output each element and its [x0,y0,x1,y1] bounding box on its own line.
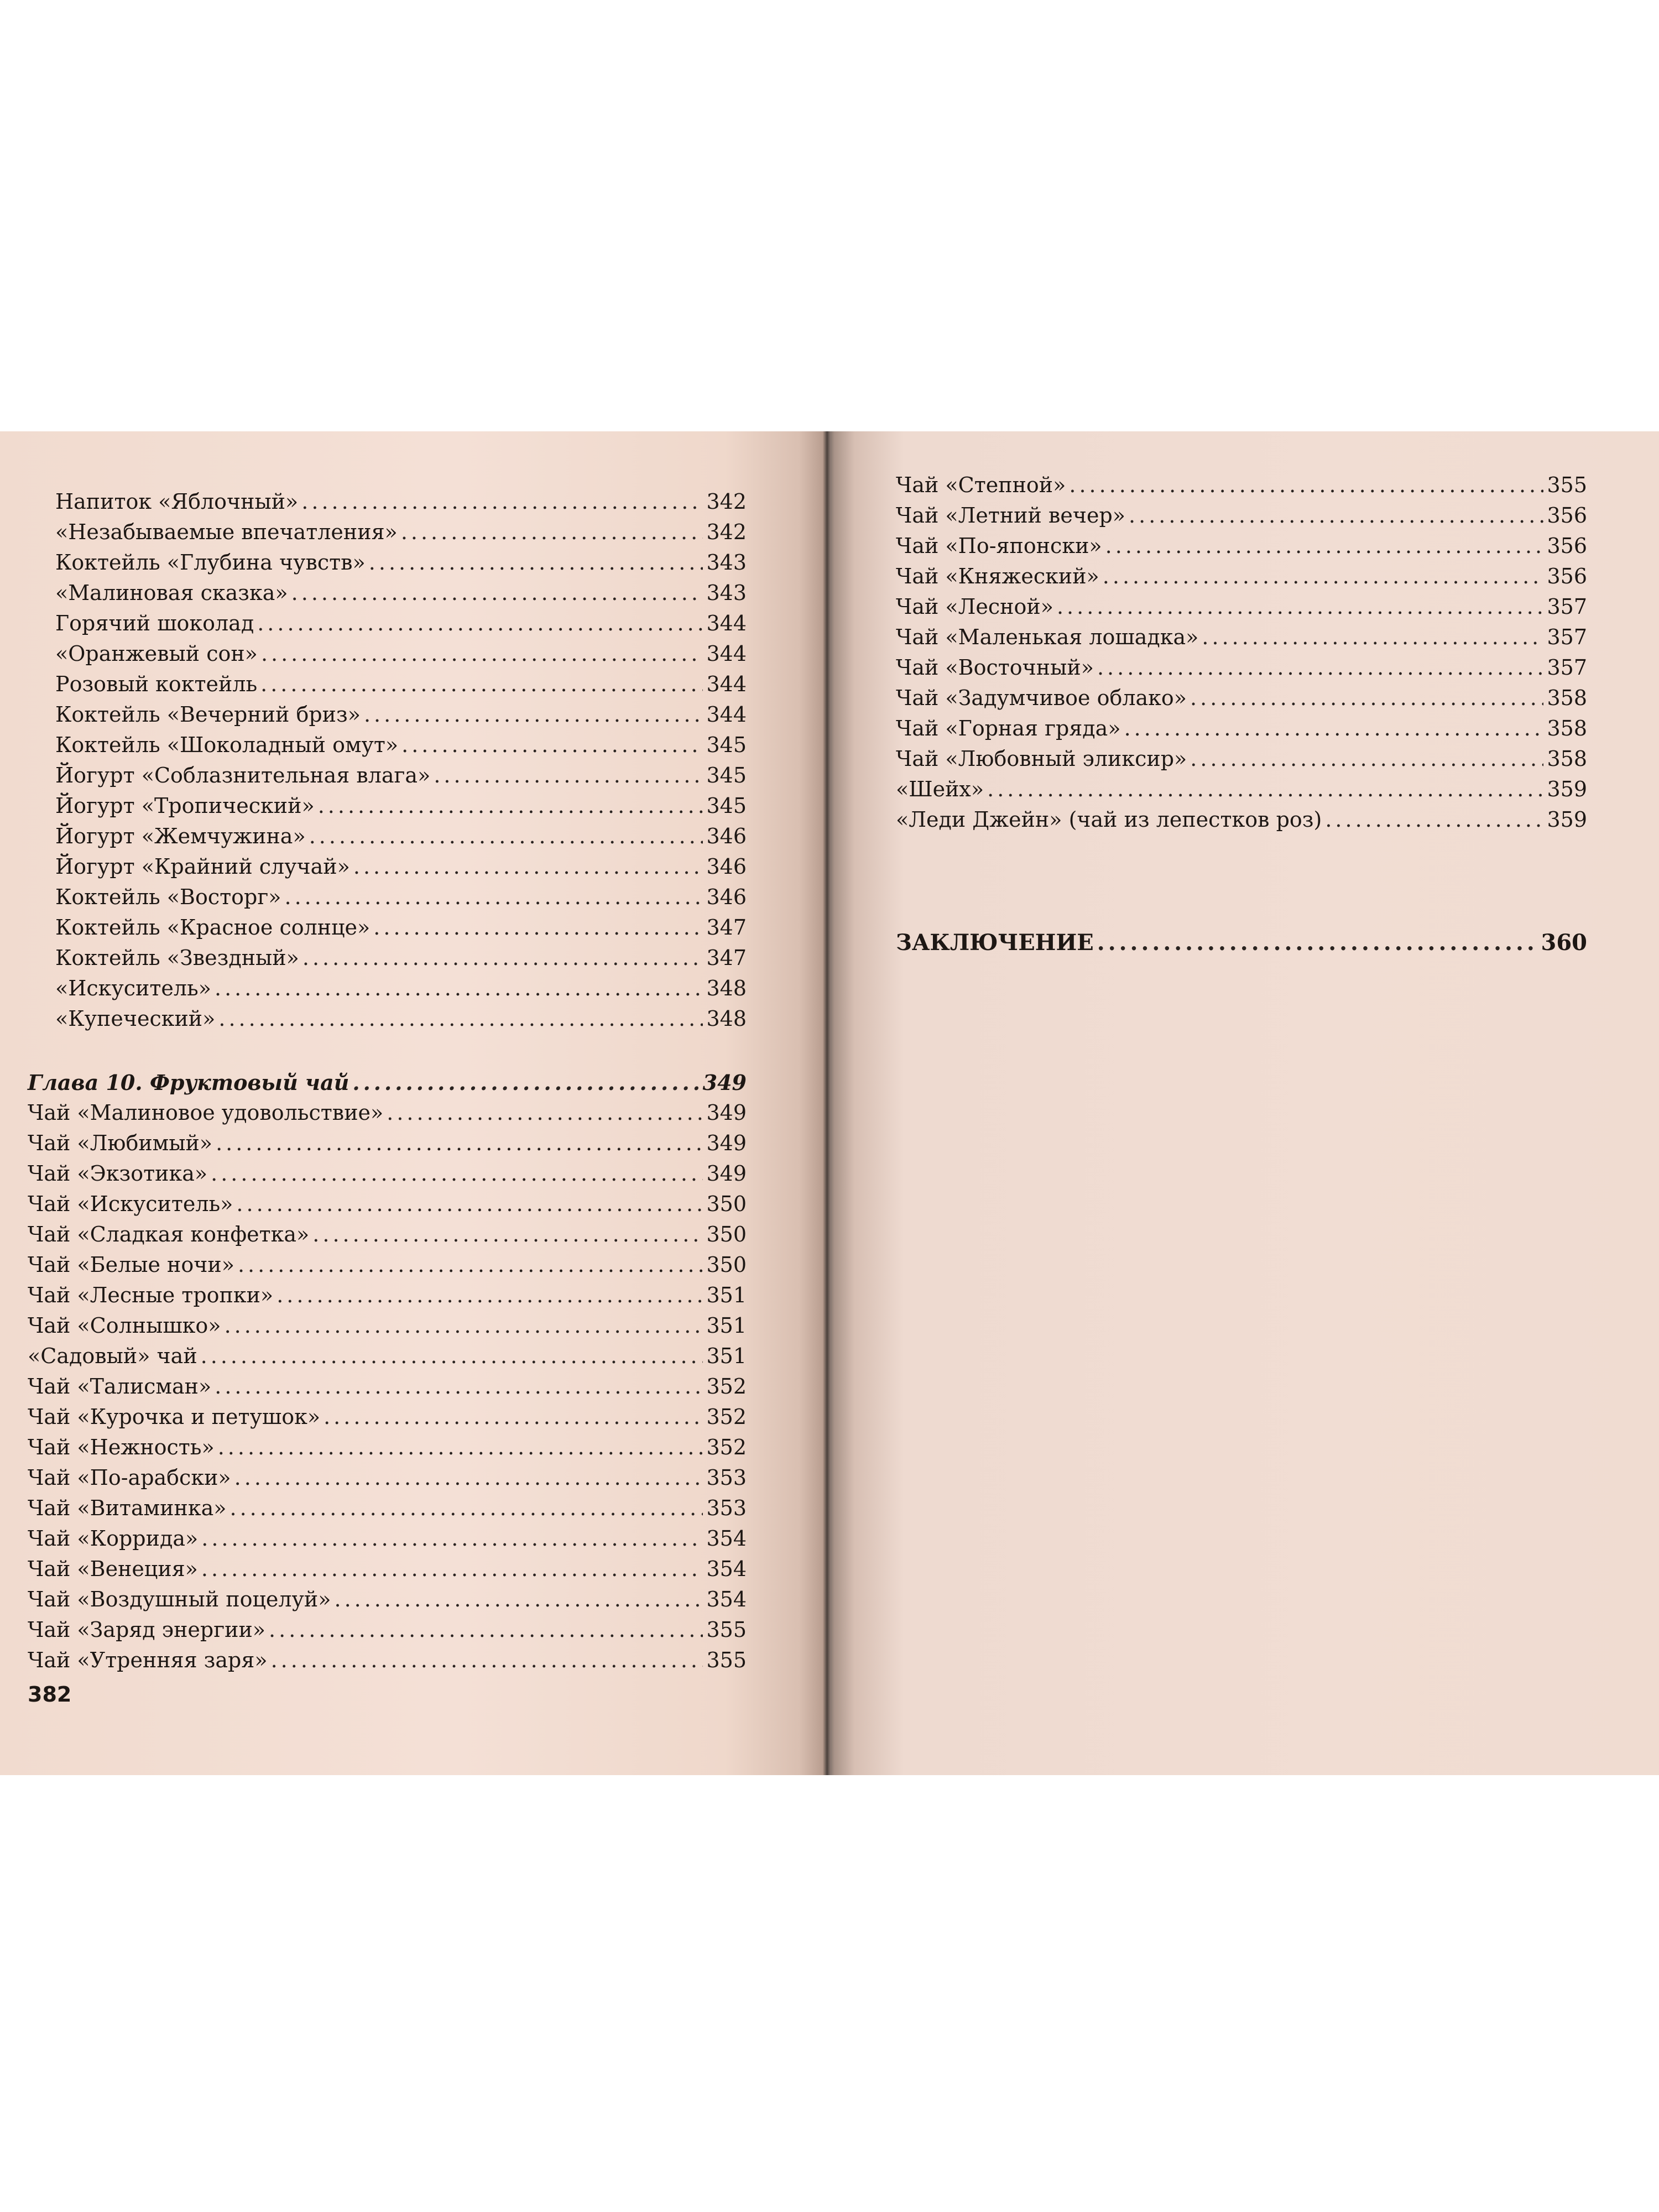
toc-leader-dots [215,973,703,1004]
toc-entry-title: Чай «Заряд энергии» [28,1618,266,1642]
toc-entry [28,1341,747,1371]
toc-entry-page: 352 [706,1374,747,1399]
toc-entry-page: 349 [706,1100,747,1125]
toc-entry-title: Чай «Курочка и петушок» [28,1405,321,1429]
toc-entry-page: 345 [706,733,747,757]
toc-entry-page: 344 [706,641,747,666]
toc-leader-dots [291,578,703,608]
toc-entry-title: Чай «Витаминка» [28,1496,227,1520]
toc-entry [896,713,1587,744]
toc-entry-title: Горячий шоколад [55,611,254,635]
toc-entry [896,774,1587,805]
toc-entry-page: 350 [706,1192,747,1216]
toc-entry-page: 342 [706,489,747,514]
toc-entry [28,1128,747,1159]
toc-entry [55,912,747,943]
toc-leader-dots [387,1098,703,1128]
toc-entry [28,1554,747,1584]
toc-entry-title: Чай «Горная гряда» [896,716,1121,740]
toc-entry-title: Коктейль «Восторг» [55,885,281,909]
toc-entry-title: Коктейль «Вечерний бриз» [55,702,361,727]
toc-chapter-heading [28,1067,747,1098]
toc-entry-page: 356 [1547,534,1587,558]
toc-leader-dots [1105,531,1544,561]
toc-entry [896,805,1587,835]
toc-entry-page: 351 [706,1283,747,1307]
toc-leader-dots [1129,500,1543,531]
toc-entry-page: 347 [706,946,747,970]
toc-entry-title: «Леди Джейн» (чай из лепестков роз) [896,807,1322,832]
toc-leader-dots [369,547,703,578]
toc-leader-dots [401,517,703,547]
toc-entry-page: 355 [706,1648,747,1672]
toc-entry-title: Чай «Сладкая конфетка» [28,1222,310,1246]
toc-entry-title: «Оранжевый сон» [55,641,258,666]
toc-leader-dots [1069,470,1543,500]
toc-entry [55,821,747,852]
toc-entry [55,487,747,517]
toc-conclusion [896,927,1587,958]
toc-entry-title: Коктейль «Красное солнце» [55,915,371,940]
toc-entry-title: Йогурт «Крайний случай» [55,854,350,879]
toc-entry-page: 348 [706,976,747,1000]
toc-leader-dots [373,912,703,943]
toc-entry [55,730,747,760]
toc-leader-dots [309,821,703,852]
toc-entry [28,1524,747,1554]
toc-entry-title: Чай «Искуситель» [28,1192,233,1216]
toc-entry-title: Напиток «Яблочный» [55,489,299,514]
toc-entry-title: Чай «Солнышко» [28,1313,221,1338]
toc-entry [28,1311,747,1341]
toc-leader-dots [1103,561,1544,592]
toc-entry [55,973,747,1004]
toc-entry [55,882,747,912]
toc-entry [28,1615,747,1645]
toc-entry-title: Чай «По-японски» [896,534,1102,558]
toc-entry-page: 357 [1547,655,1587,680]
toc-entry-page: 357 [1547,625,1587,649]
toc-entry-page: 347 [706,915,747,940]
toc-chapter-10 [28,1067,747,1676]
toc-entry [55,700,747,730]
toc-entry [28,1159,747,1189]
toc-entry-page: 359 [1547,807,1587,832]
toc-leader-dots [234,1463,703,1493]
toc-entry-page: 350 [706,1222,747,1246]
toc-leader-dots [1097,653,1544,683]
toc-entry-page: 354 [706,1557,747,1581]
toc-entry-page: 359 [1547,777,1587,801]
toc-leader-dots [364,700,703,730]
toc-entry-page: 353 [706,1496,747,1520]
toc-entry-title: «Садовый» чай [28,1344,197,1368]
toc-entry-page: 352 [706,1405,747,1429]
toc-entry [896,561,1587,592]
toc-entry-title: Чай «Малиновое удовольствие» [28,1100,384,1125]
toc-entry-title: Чай «Княжеский» [896,564,1099,588]
toc-entry [28,1402,747,1432]
toc-entry-page: 349 [702,1070,747,1095]
toc-entry-title: Чай «Восточный» [896,655,1094,680]
toc-entry [896,622,1587,653]
toc-entry [896,592,1587,622]
toc-leader-dots [229,1493,703,1524]
toc-leader-dots [211,1159,703,1189]
toc-entry-page: 358 [1547,747,1587,771]
toc-entry [28,1584,747,1615]
toc-leader-dots [1057,592,1544,622]
toc-entry-page: 350 [706,1253,747,1277]
toc-entry-title: Чай «Лесные тропки» [28,1283,274,1307]
toc-entry-title: Чай «Утренняя заря» [28,1648,268,1672]
toc-leader-dots [260,669,703,700]
toc-entry [55,943,747,973]
toc-entry-page: 356 [1547,564,1587,588]
toc-entry-title: Чай «Маленькая лошадка» [896,625,1199,649]
toc-leader-dots [216,1128,703,1159]
toc-entry-title: «Шейх» [896,777,984,801]
toc-entry [55,791,747,821]
book-spread [0,431,1659,1775]
toc-entry-title: Чай «Венеция» [28,1557,198,1581]
toc-entry-page: 349 [706,1161,747,1186]
toc-leader-dots [312,1219,703,1250]
toc-entry-page: 343 [706,550,747,575]
toc-entry-title: Чай «Воздушный поцелуй» [28,1587,331,1611]
toc-leader-dots [218,1004,703,1034]
toc-leader-dots [257,608,703,639]
toc-leader-dots [276,1280,703,1311]
toc-leader-dots [324,1402,703,1432]
toc-leader-dots [401,730,703,760]
toc-list-left [55,487,747,1034]
toc-leader-dots [218,1432,703,1463]
toc-entry-title: Коктейль «Шоколадный омут» [55,733,399,757]
toc-entry-page: 351 [706,1344,747,1368]
toc-leader-dots [225,1311,703,1341]
toc-entry-title: Чай «Любимый» [28,1131,213,1155]
toc-entry-title: Чай «Нежность» [28,1435,215,1459]
toc-entry-title: ЗАКЛЮЧЕНИЕ [896,930,1094,956]
toc-entry-page: 346 [706,885,747,909]
toc-entry-title: «Малиновая сказка» [55,581,288,605]
toc-entry [55,1004,747,1034]
toc-leader-dots [269,1615,703,1645]
toc-leader-dots [201,1524,703,1554]
toc-leader-dots [1202,622,1543,653]
toc-entry-page: 346 [706,824,747,848]
toc-leader-dots [301,487,703,517]
toc-leader-dots [271,1645,703,1676]
toc-entry [28,1432,747,1463]
toc-entry-page: 351 [706,1313,747,1338]
toc-leader-dots [987,774,1543,805]
toc-leader-dots [1190,744,1543,774]
toc-entry [28,1189,747,1219]
toc-leader-dots [352,1067,699,1098]
toc-leader-dots [201,1554,703,1584]
toc-entry [55,517,747,547]
toc-entry-page: 355 [1547,473,1587,497]
toc-entry-title: Йогурт «Соблазнительная влага» [55,763,431,787]
toc-entry-page: 355 [706,1618,747,1642]
toc-entry [28,1219,747,1250]
toc-leader-dots [302,943,703,973]
toc-entry-page: 354 [706,1526,747,1551]
toc-list-right [896,470,1587,835]
toc-leader-dots [1190,683,1543,713]
toc-entry-page: 346 [706,854,747,879]
toc-entry-title: «Незабываемые впечатления» [55,520,398,544]
toc-entry-page: 344 [706,672,747,696]
toc-leader-dots [238,1250,703,1280]
page-number: 382 [28,1682,72,1707]
toc-entry-page: 345 [706,794,747,818]
toc-entry [896,500,1587,531]
book-gutter [823,431,831,1775]
toc-leader-dots [318,791,703,821]
toc-entry [28,1250,747,1280]
toc-entry-title: Коктейль «Звездный» [55,946,299,970]
toc-leader-dots [215,1371,703,1402]
toc-entry [896,653,1587,683]
toc-entry-title: Чай «Степной» [896,473,1066,497]
toc-entry [55,608,747,639]
toc-entry-page: 356 [1547,503,1587,528]
toc-entry-page: 344 [706,611,747,635]
toc-entry-title: Чай «Экзотика» [28,1161,208,1186]
toc-leader-dots [1097,927,1538,958]
toc-entry-page: 348 [706,1006,747,1031]
toc-entry [28,1371,747,1402]
toc-entry [28,1645,747,1676]
toc-entry [55,852,747,882]
toc-entry-page: 349 [706,1131,747,1155]
toc-entry [55,760,747,791]
toc-entry-title: Чай «Летний вечер» [896,503,1126,528]
toc-entry [28,1493,747,1524]
toc-entry-title: Чай «Коррида» [28,1526,199,1551]
toc-leader-dots [353,852,703,882]
toc-entry-title: Чай «Белые ночи» [28,1253,234,1277]
toc-entry-title: Розовый коктейль [55,672,258,696]
toc-entry [28,1463,747,1493]
toc-entry-page: 342 [706,520,747,544]
toc-entry-title: Коктейль «Глубина чувств» [55,550,366,575]
toc-entry-page: 358 [1547,716,1587,740]
toc-entry [55,669,747,700]
toc-entry [28,1098,747,1128]
toc-entry-page: 344 [706,702,747,727]
toc-entry-page: 360 [1541,930,1587,956]
toc-entry-page: 352 [706,1435,747,1459]
toc-entry [896,531,1587,561]
toc-leader-dots [1325,805,1543,835]
toc-entry-page: 345 [706,763,747,787]
toc-conclusion-entry [896,927,1587,958]
toc-entry-title: Чай «Талисман» [28,1374,212,1399]
toc-entry-page: 353 [706,1465,747,1490]
toc-entry [55,578,747,608]
toc-leader-dots [285,882,703,912]
toc-entry-title: «Купеческий» [55,1006,216,1031]
toc-leader-dots [334,1584,703,1615]
toc-entry-title: Чай «Задумчивое облако» [896,686,1187,710]
toc-entry-title: Чай «Любовный эликсир» [896,747,1187,771]
toc-entry-title: Чай «По-арабски» [28,1465,231,1490]
toc-entry-page: 357 [1547,594,1587,619]
toc-entry [55,547,747,578]
toc-entry-title: Йогурт «Тропический» [55,794,315,818]
toc-leader-dots [434,760,703,791]
toc-entry [896,744,1587,774]
toc-leader-dots [261,639,703,669]
toc-entry-title: Глава 10. Фруктовый чай [28,1070,349,1095]
toc-leader-dots [201,1341,703,1371]
toc-entry-title: Йогурт «Жемчужина» [55,824,306,848]
toc-entry [28,1280,747,1311]
toc-entry-page: 343 [706,581,747,605]
toc-leader-dots [1124,713,1544,744]
toc-entry [896,683,1587,713]
toc-entry [896,470,1587,500]
toc-entry [55,639,747,669]
toc-entry-title: «Искуситель» [55,976,211,1000]
toc-entry-title: Чай «Лесной» [896,594,1053,619]
toc-leader-dots [236,1189,703,1219]
toc-entry-page: 358 [1547,686,1587,710]
toc-entry-page: 354 [706,1587,747,1611]
